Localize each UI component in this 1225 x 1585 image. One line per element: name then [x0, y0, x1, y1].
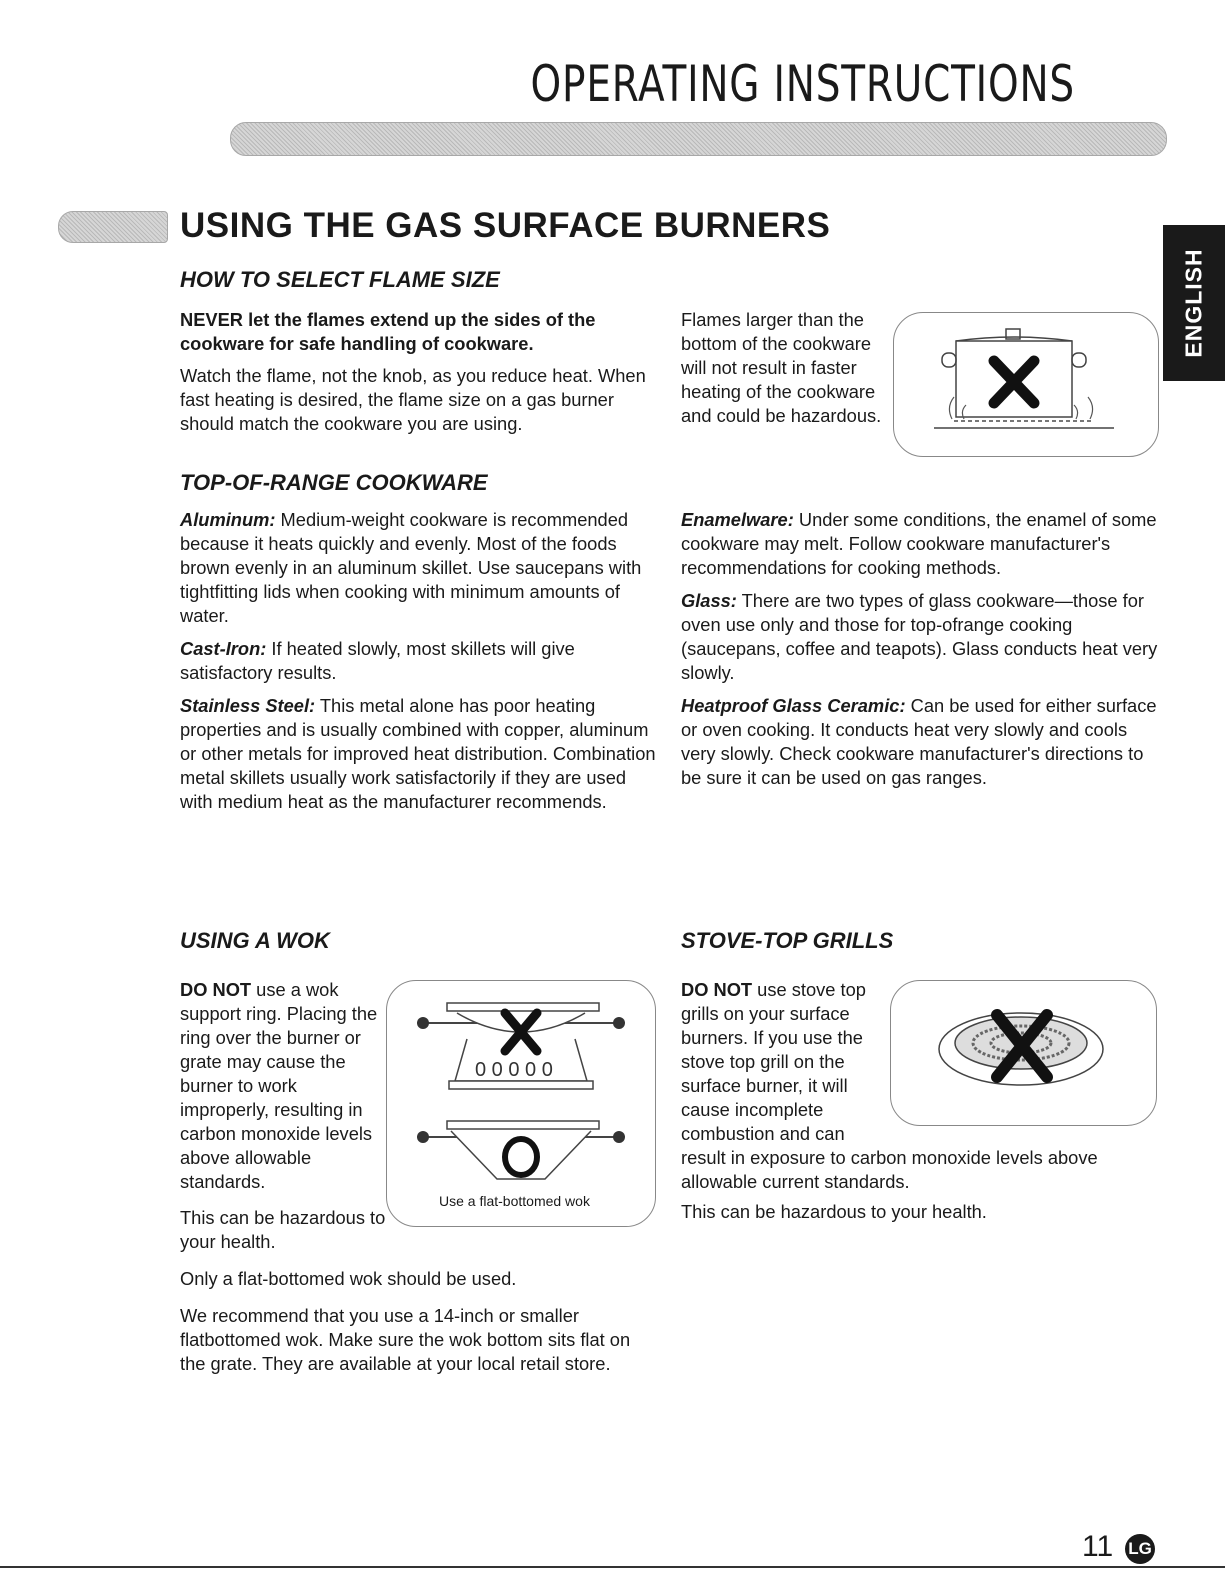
- cookware-item-heatproof-glass-ceramic: Heatproof Glass Ceramic: Can be used for either surface or oven cooking. It conducts heat very slowly and cools very slowly. Check cookware manufacturer's directions to be sure it can be used on gas ranges.: [681, 695, 1157, 788]
- grills-heading: STOVE-TOP GRILLS: [681, 928, 894, 953]
- wok-heading: USING A WOK: [180, 928, 330, 953]
- lg-logo-icon: LG: [1125, 1534, 1155, 1564]
- grill-illustration-frame: [890, 980, 1157, 1126]
- language-tab-label: ENGLISH: [1180, 248, 1207, 358]
- stove-top-grill-illustration: [891, 981, 1156, 1125]
- cookware-item-enamelware: Enamelware: Under some conditions, the enamel of some cookware may melt. Follow cookware manufacturer's recommendations for cooking methods.: [681, 509, 1157, 578]
- grills-warning: DO NOT use stove top grills on your surface burners. If you use the stove top grill on the surface burner, it will cause incomplete combustion and can result in exposure to carbon monoxide levels above allowable current standards.: [681, 979, 1098, 1192]
- wok-hazard: This can be hazardous to your health.: [180, 1207, 386, 1252]
- bottom-rule: [0, 1566, 1225, 1568]
- wok-only-flat: Only a flat-bottomed wok should be used.: [180, 1268, 517, 1289]
- cookware-item-aluminum: Aluminum: Medium-weight cookware is recommended because it heats quickly and evenly. Most of the foods brown evenly in an aluminum skillet. Use saucepans with tightfitting lids when cooking with minimum amounts of water.: [180, 509, 642, 626]
- cookware-column-left: [180, 508, 658, 823]
- flame-side-note: Flames larger than the bottom of the cookware will not result in faster heating of the cookware and could be hazardous.: [681, 309, 882, 426]
- cookware-item-glass: Glass: There are two types of glass cookware—those for oven use only and those for top-ofrange cooking (saucepans, coffee and teapots). Glass conducts heat very slowly.: [681, 590, 1158, 683]
- page-header-title: OPERATING INSTRUCTIONS: [530, 55, 1075, 113]
- flame-size-heading: HOW TO SELECT FLAME SIZE: [180, 267, 500, 292]
- svg-text:0 0 0 0 0: 0 0 0 0 0: [475, 1059, 553, 1081]
- wok-recommendation: We recommend that you use a 14-inch or smaller flatbottomed wok. Make sure the wok bottom sits flat on the grate. They are available at your local retail store.: [180, 1305, 631, 1374]
- header-decorative-bar: [230, 122, 1167, 156]
- flame-body: Watch the flame, not the knob, as you reduce heat. When fast heating is desired, the flame size on a gas burner should match the cookware you are using.: [180, 365, 646, 434]
- section-title: USING THE GAS SURFACE BURNERS: [180, 206, 831, 245]
- wok-ring-illustration: [387, 981, 655, 1181]
- pot-too-large-flame-illustration: [894, 313, 1158, 456]
- flame-illustration-frame: [893, 312, 1159, 457]
- cookware-item-cast-iron: Cast-Iron: If heated slowly, most skillets will give satisfactory results.: [180, 638, 575, 683]
- language-tab: [1163, 225, 1225, 381]
- cookware-item-stainless-steel: Stainless Steel: This metal alone has poor heating properties and is usually combined with copper, aluminum or other metals for improved heat distribution. Combination metal skillets usually work satisfactorily if they are used with medium heat as the manufacturer recommends.: [180, 695, 656, 812]
- cookware-column-right: [681, 508, 1159, 799]
- grills-hazard: This can be hazardous to your health.: [681, 1201, 987, 1222]
- page-number: 11: [1082, 1530, 1114, 1563]
- wok-warning: DO NOT use a wok support ring. Placing the ring over the burner or grate may cause the burner to work improperly, resulting in carbon monoxide levels above allowable standards.: [180, 979, 378, 1192]
- wok-illustration-frame: [386, 980, 656, 1227]
- flame-warning: NEVER let the flames extend up the sides of the cookware for safe handling of cookware.: [180, 309, 596, 354]
- section-marker: [58, 211, 168, 243]
- wok-caption: Use a flat-bottomed wok: [439, 1193, 590, 1209]
- cookware-heading: TOP-OF-RANGE COOKWARE: [180, 470, 488, 495]
